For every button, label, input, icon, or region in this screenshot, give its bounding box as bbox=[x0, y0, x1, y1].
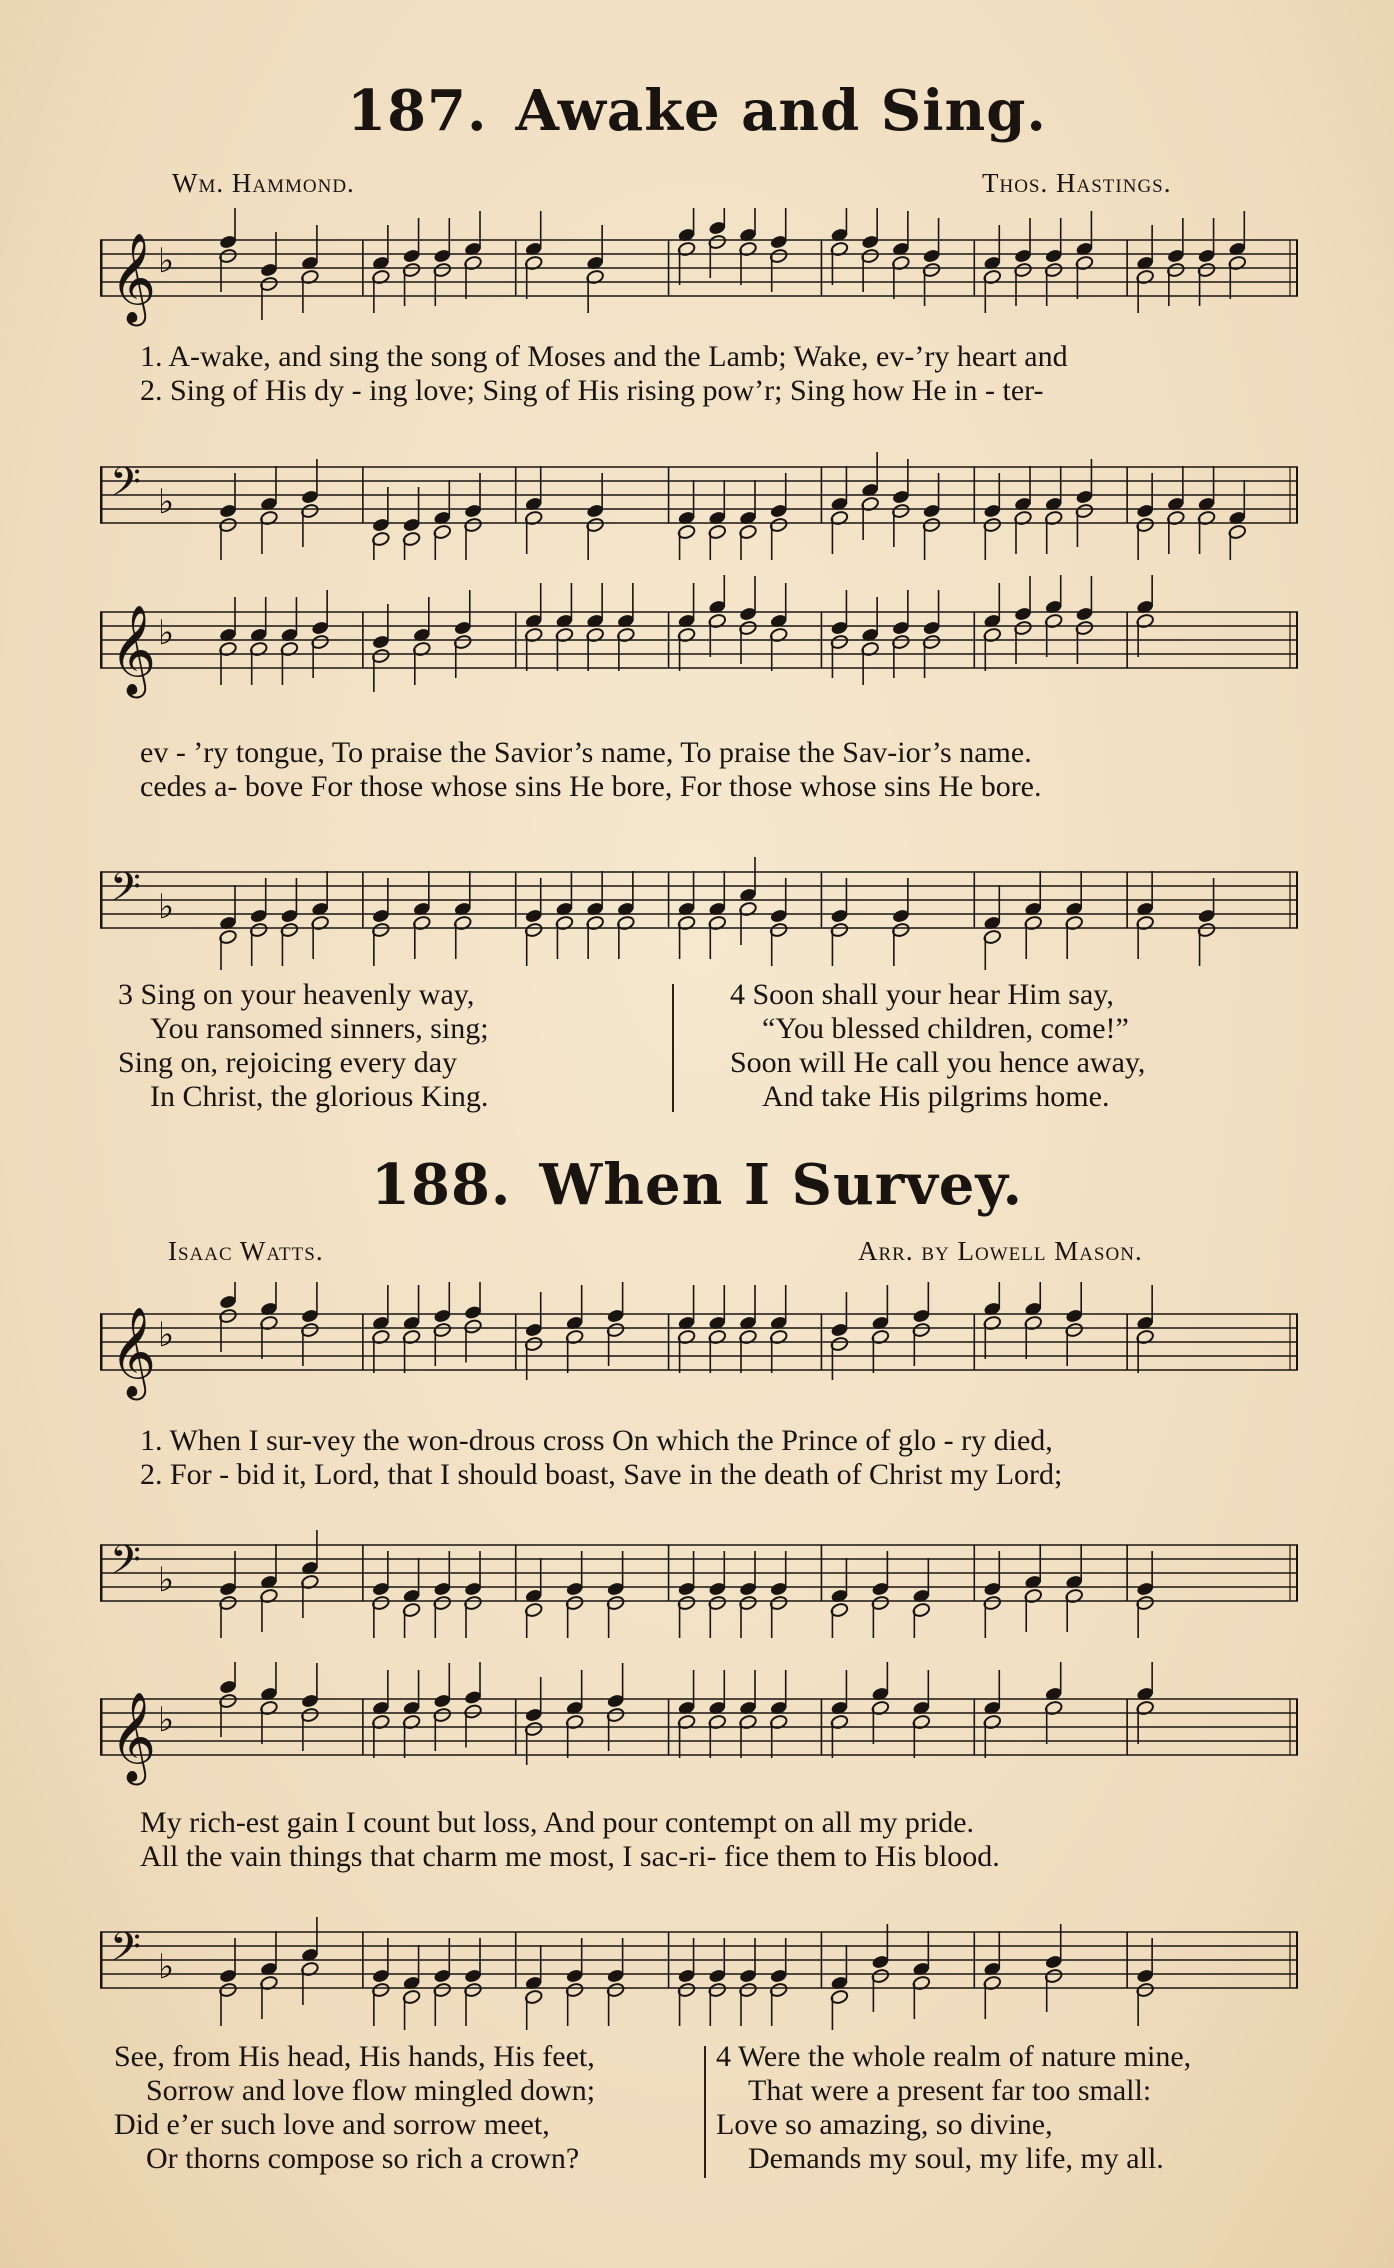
stanza-line: 4 Soon shall your hear Him say, bbox=[730, 978, 1114, 1011]
stanza-divider bbox=[672, 984, 674, 1112]
stanza-line: Sing on, rejoicing every day bbox=[118, 1046, 458, 1079]
lyric-verse-2: cedes a- bove For those whose sins He bore, For those whose sins He bore. bbox=[140, 770, 1042, 803]
svg-text:♭: ♭ bbox=[158, 241, 175, 281]
bass-staff bbox=[100, 430, 1300, 560]
music-credit: Thos. Hastings. bbox=[982, 168, 1172, 198]
svg-text:𝄞: 𝄞 bbox=[110, 1692, 157, 1782]
stanza-4 bbox=[716, 2040, 1191, 2176]
treble-staff bbox=[100, 208, 1300, 328]
svg-text:𝄞: 𝄞 bbox=[110, 233, 157, 323]
svg-text:𝄢: 𝄢 bbox=[110, 459, 141, 515]
svg-text:♭: ♭ bbox=[158, 1700, 175, 1740]
treble-staff bbox=[100, 1662, 1300, 1792]
lyric-verse-1: 1. A-wake, and sing the song of Moses and the Lamb; Wake, ev-’ry heart and bbox=[140, 340, 1068, 373]
hymn-number: 188. bbox=[371, 1152, 512, 1218]
bass-staff bbox=[100, 830, 1300, 970]
stanza-line: In Christ, the glorious King. bbox=[150, 1080, 489, 1113]
stanza-line: Love so amazing, so divine, bbox=[716, 2108, 1053, 2141]
lyric-verse-2: 2. For - bid it, Lord, that I should boast, Save in the death of Christ my Lord; bbox=[140, 1458, 1063, 1491]
svg-text:𝄞: 𝄞 bbox=[110, 605, 157, 695]
svg-text:♭: ♭ bbox=[158, 1315, 175, 1355]
bass-staff bbox=[100, 1890, 1300, 2030]
words-credit: Isaac Watts. bbox=[168, 1236, 324, 1266]
svg-text:𝄢: 𝄢 bbox=[110, 1537, 141, 1593]
hymn-188-title bbox=[0, 1152, 1394, 1218]
stanza-divider bbox=[704, 2046, 706, 2178]
hymn-title-text: Awake and Sing. bbox=[515, 78, 1047, 144]
stanza-3 bbox=[114, 2040, 595, 2176]
stanza-line: Or thorns compose so rich a crown? bbox=[146, 2142, 580, 2175]
stanza-line: Soon will He call you hence away, bbox=[730, 1046, 1146, 1079]
hymn-title-text: When I Survey. bbox=[539, 1152, 1023, 1218]
svg-text:𝄞: 𝄞 bbox=[110, 1307, 157, 1397]
stanza-line: 3 Sing on your heavenly way, bbox=[118, 978, 475, 1011]
stanza-line: Sorrow and love flow mingled down; bbox=[146, 2074, 596, 2107]
hymn-187-title bbox=[0, 78, 1394, 144]
svg-text:♭: ♭ bbox=[158, 1560, 175, 1600]
stanza-line: You ransomed sinners, sing; bbox=[150, 1012, 489, 1045]
stanza-3 bbox=[118, 978, 489, 1114]
lyric-verse-1: ev - ’ry tongue, To praise the Savior’s name, To praise the Sav-ior’s name. bbox=[140, 736, 1032, 769]
stanza-line: 4 Were the whole realm of nature mine, bbox=[716, 2040, 1192, 2073]
hymn-number: 187. bbox=[347, 78, 488, 144]
stanza-line: Did e’er such love and sorrow meet, bbox=[114, 2108, 550, 2141]
svg-text:𝄢: 𝄢 bbox=[110, 864, 141, 920]
music-credit: Arr. by Lowell Mason. bbox=[858, 1236, 1143, 1266]
stanza-line: See, from His head, His hands, His feet, bbox=[114, 2040, 595, 2073]
stanza-line: That were a present far too small: bbox=[748, 2074, 1152, 2107]
treble-staff bbox=[100, 1282, 1300, 1402]
words-credit: Wm. Hammond. bbox=[172, 168, 355, 198]
lyric-verse-2: 2. Sing of His dy - ing love; Sing of His rising pow’r; Sing how He in - ter- bbox=[140, 374, 1044, 407]
svg-text:♭: ♭ bbox=[158, 1947, 175, 1987]
lyric-verse-2: All the vain things that charm me most, I sac-ri- fice them to His blood. bbox=[140, 1840, 1000, 1873]
svg-text:♭: ♭ bbox=[158, 887, 175, 927]
bass-staff bbox=[100, 1508, 1300, 1638]
lyric-verse-1: 1. When I sur-vey the won-drous cross On which the Prince of glo - ry died, bbox=[140, 1424, 1053, 1457]
stanza-line: And take His pilgrims home. bbox=[762, 1080, 1110, 1113]
stanza-line: Demands my soul, my life, my all. bbox=[748, 2142, 1164, 2175]
stanza-4 bbox=[730, 978, 1145, 1114]
svg-text:♭: ♭ bbox=[158, 613, 175, 653]
treble-staff bbox=[100, 575, 1300, 705]
svg-text:𝄢: 𝄢 bbox=[110, 1924, 141, 1980]
lyric-verse-1: My rich-est gain I count but loss, And pour contempt on all my pride. bbox=[140, 1806, 975, 1839]
svg-text:♭: ♭ bbox=[158, 482, 175, 522]
stanza-line: “You blessed children, come!” bbox=[762, 1012, 1129, 1045]
